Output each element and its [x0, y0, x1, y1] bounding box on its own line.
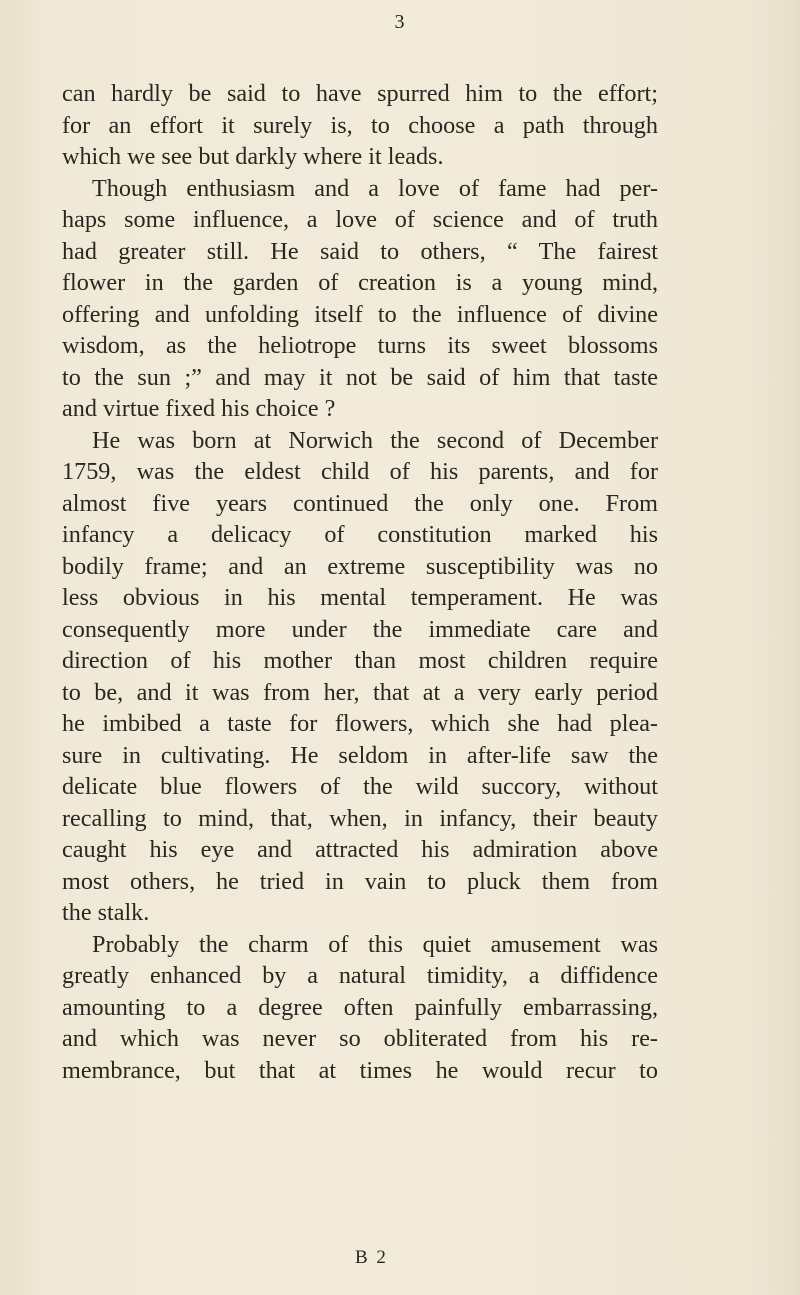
- text-line: greatly enhanced by a natural timidity, a diffidence: [62, 962, 658, 989]
- text-line: most others, he tried in vain to pluck them from: [62, 867, 658, 895]
- text-line: caught his eye and attracted his admiration above: [62, 836, 658, 863]
- text-line: direction of his mother than most children require: [62, 647, 658, 674]
- text-line: consequently more under the immediate care and: [62, 615, 658, 643]
- text-line: he imbibed a taste for flowers, which she had plea-: [62, 710, 658, 737]
- text-line: membrance, but that at times he would recur to: [62, 1056, 658, 1084]
- text-line: amounting to a degree often painfully embarrassing,: [62, 993, 658, 1021]
- text-line: 1759, was the eldest child of his parents, and for: [62, 458, 658, 485]
- text-line: haps some influence, a love of science and of truth: [62, 206, 658, 233]
- text-line: the stalk.: [62, 899, 150, 926]
- page-number: 3: [394, 11, 406, 33]
- text-line: sure in cultivating. He seldom in after-life saw the: [62, 741, 658, 769]
- body-text: [62, 78, 658, 1086]
- text-line: and virtue fixed his choice ?: [62, 395, 336, 422]
- text-line: less obvious in his mental temperament. He was: [62, 584, 658, 611]
- text-line: wisdom, as the heliotrope turns its sweet blossoms: [62, 332, 658, 359]
- text-line: almost five years continued the only one. From: [62, 489, 658, 517]
- signature-mark: B 2: [355, 1247, 388, 1268]
- text-line: to the sun ;” and may it not be said of him that taste: [62, 363, 658, 391]
- text-line: infancy a delicacy of constitution marked his: [62, 521, 658, 548]
- text-line: delicate blue flowers of the wild succory, without: [62, 773, 658, 800]
- text-line: Probably the charm of this quiet amusement was: [92, 930, 658, 958]
- text-line: bodily frame; and an extreme susceptibility was no: [62, 552, 658, 580]
- text-line: to be, and it was from her, that at a very early period: [62, 678, 658, 706]
- text-line: flower in the garden of creation is a young mind,: [62, 269, 658, 296]
- text-line: which we see but darkly where it leads.: [62, 143, 444, 170]
- text-line: for an effort it surely is, to choose a path through: [62, 111, 658, 139]
- text-line: recalling to mind, that, when, in infancy, their beauty: [62, 804, 658, 832]
- text-line: and which was never so obliterated from his re-: [62, 1025, 658, 1052]
- text-line: offering and unfolding itself to the influence of divine: [62, 300, 658, 328]
- text-line: Though enthusiasm and a love of fame had per-: [92, 174, 658, 202]
- text-line: can hardly be said to have spurred him to the effort;: [62, 80, 658, 107]
- text-line: He was born at Norwich the second of December: [92, 426, 658, 454]
- text-line: had greater still. He said to others, “ The fairest: [62, 237, 658, 265]
